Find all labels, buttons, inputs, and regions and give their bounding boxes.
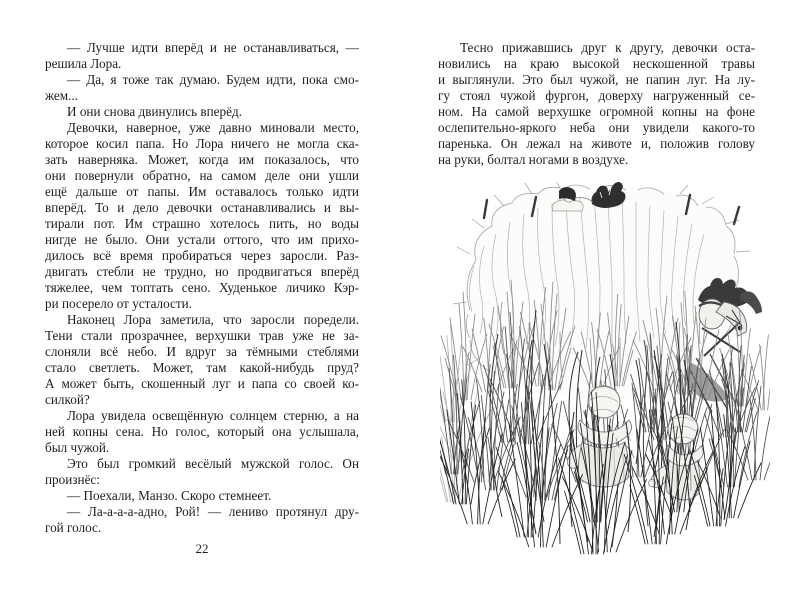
text-line: тирали пот. Им страшно хотелось пить, но воды <box>45 216 359 231</box>
text-line: вперёд. То и дело девочки останавливались и вы- <box>45 200 359 215</box>
text-line: — Поехали, Манзо. Скоро стемнеет. <box>67 488 272 503</box>
text-line: И они снова двинулись вперёд. <box>67 104 242 119</box>
text-line: на руки, болтал ногами в воздухе. <box>438 152 629 167</box>
text-line: гу стоял чужой фургон, доверху нагруженный се- <box>438 88 755 103</box>
text-line: — Да, я тоже так думаю. Будем идти, пока смо- <box>67 72 359 87</box>
text-line: Наконец Лора заметила, что заросли поредели. <box>67 312 359 327</box>
text-line: новились на краю высокой нескошенной травы <box>438 56 755 71</box>
text-line: они повернули обратно, на самом деле они ушли <box>45 168 359 183</box>
text-line: зать наверняка. Может, когда им показалось, что <box>45 152 359 167</box>
text-line: гой голос. <box>45 520 102 535</box>
text-line: стало светлеть. Может, там какой-нибудь пруд? <box>45 360 359 375</box>
text-line: жем... <box>45 88 79 103</box>
page-number: 22 <box>195 541 209 556</box>
text-line: решила Лора. <box>45 56 122 71</box>
text-line: нигде не было. Они устали оттого, что им прихо- <box>45 232 359 247</box>
text-line: которое косил папа. Но Лора ничего не могла ска- <box>45 136 359 151</box>
text-line: ри посерело от усталости. <box>45 296 193 311</box>
text-line: — Лучше идти вперёд и не останавливаться, — <box>67 40 359 55</box>
text-line: — Ла-а-а-а-адно, Рой! — лениво протянул дру- <box>67 504 359 519</box>
left-page-text <box>45 40 359 536</box>
text-line: Тени стали прозрачнее, верхушки трав уже не за- <box>45 328 359 343</box>
text-line: ней копны сена. Но голос, который она услышала, <box>45 424 359 439</box>
text-line: ослепительно-яркого неба они увидели какого-то <box>438 120 755 135</box>
text-line: двигать стебли не трудно, но продвигаться вперёд <box>45 264 359 279</box>
text-line: Лора увидела освещённую солнцем стерню, а на <box>67 408 359 423</box>
text-line: Девочки, наверное, уже давно миновали место, <box>67 120 359 135</box>
text-line: Тесно прижавшись друг к другу, девочки оста- <box>460 40 755 55</box>
text-line: ном. На самой верхушке огромной копны на фоне <box>438 104 755 119</box>
text-line: силкой? <box>45 392 90 407</box>
right-page-text <box>438 40 755 168</box>
text-line: дилось всё время пробираться через заросли. Раз- <box>45 248 359 263</box>
text-line: паренька. Он лежал на животе и, положив голову <box>438 136 755 151</box>
text-line: ещё дальше от папы. Им оставалось только идти <box>45 184 359 199</box>
hay-wagon-illustration <box>440 182 770 562</box>
text-line: Это был громкий весёлый мужской голос. Он <box>67 456 359 471</box>
text-line: был чужой. <box>45 440 110 455</box>
girl-laura <box>568 386 635 488</box>
text-line: тяжелее, чем топтать сено. Худенькое личико Кэр- <box>45 280 359 295</box>
text-line: и выглянули. Это был чужой, не папин луг. На лу- <box>438 72 755 87</box>
text-line: А может быть, скошенный луг и папа со своей ко- <box>45 376 359 391</box>
text-line: слоняли всё небо. И вдруг за тёмными стеблями <box>45 344 359 359</box>
text-line: произнёс: <box>45 472 100 487</box>
